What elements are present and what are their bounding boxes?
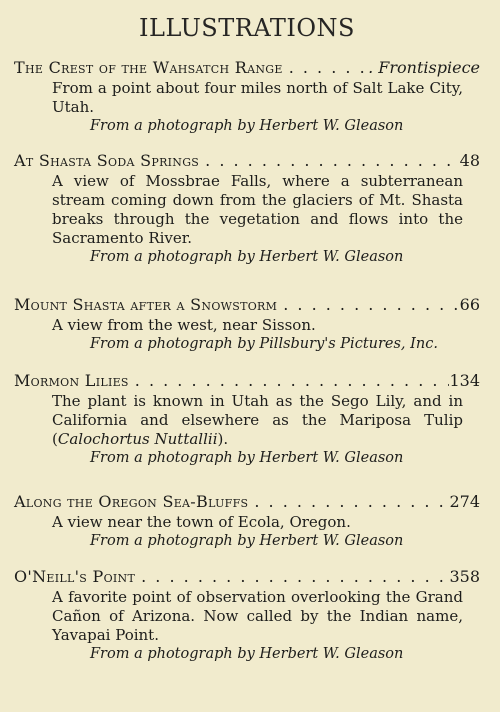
dot-leader <box>277 295 459 315</box>
entry-page: 274 <box>449 492 480 511</box>
dot-leader <box>248 492 449 512</box>
entry-page: 134 <box>449 371 480 390</box>
entry-heading <box>14 58 480 78</box>
illustration-entry <box>14 492 480 567</box>
entry-name: The Crest of the Wahsatch Range <box>14 58 283 77</box>
entry-description <box>52 392 463 449</box>
entry-page: 66 <box>459 295 480 314</box>
entry-credit: From a photograph by Herbert W. Gleason <box>90 533 404 549</box>
entry-heading <box>14 371 480 391</box>
entry-name: Mormon Lilies <box>14 371 129 390</box>
entry-description: A view from the west, near Sisson. <box>52 316 316 334</box>
entry-page: 48 <box>459 151 480 170</box>
entry-description: A view of Mossbrae Falls, where a subterranean stream coming down from the glaciers of Mt. Shasta breaks through the vegetation and flows into the Sacramento River. <box>52 172 463 247</box>
illustration-entry <box>14 567 480 664</box>
illustration-entry <box>14 58 480 151</box>
entry-description: A favorite point of observation overlooking the Grand Cañon of Arizona. Now called by the Indian name, Yavapai Point. <box>52 588 463 644</box>
entry-description: A view near the town of Ecola, Oregon. <box>52 513 351 531</box>
entry-credit: From a photograph by Herbert W. Gleason <box>90 249 404 265</box>
entry-name: At Shasta Soda Springs <box>14 151 200 170</box>
description-text: The plant is known in Utah as the Sego Lily, and in California and elsewhere as the Mariposa Tulip ( <box>52 392 463 448</box>
entry-heading <box>14 492 480 512</box>
entry-heading <box>14 295 480 315</box>
botanical-name: Calochortus Nuttallii <box>57 430 218 448</box>
entry-credit: From a photograph by Herbert W. Gleason <box>90 646 404 662</box>
dot-leader <box>129 371 450 391</box>
entry-page: . Frontispiece <box>368 58 480 77</box>
dot-leader <box>199 151 459 171</box>
illustration-entry <box>14 151 480 295</box>
entry-credit: From a photograph by Herbert W. Gleason <box>90 450 404 466</box>
entry-heading <box>14 151 480 171</box>
description-text-end: ). <box>217 430 229 448</box>
entry-name: O'Neill's Point <box>14 567 136 586</box>
entry-name: Mount Shasta after a Snowstorm <box>14 295 278 314</box>
illustration-entry <box>14 371 480 492</box>
entry-credit: From a photograph by Pillsbury's Pictures, Inc. <box>90 336 438 352</box>
page-title: ILLUSTRATIONS <box>139 14 355 42</box>
dot-leader <box>135 567 449 587</box>
entry-credit: From a photograph by Herbert W. Gleason <box>90 118 404 134</box>
entry-heading <box>14 567 480 587</box>
illustration-entry <box>14 295 480 371</box>
entry-name: Along the Oregon Sea-Bluffs <box>14 492 249 511</box>
entry-page: 358 <box>449 567 480 586</box>
dot-leader <box>283 58 368 78</box>
entry-description: From a point about four miles north of Salt Lake City, Utah. <box>52 79 463 116</box>
